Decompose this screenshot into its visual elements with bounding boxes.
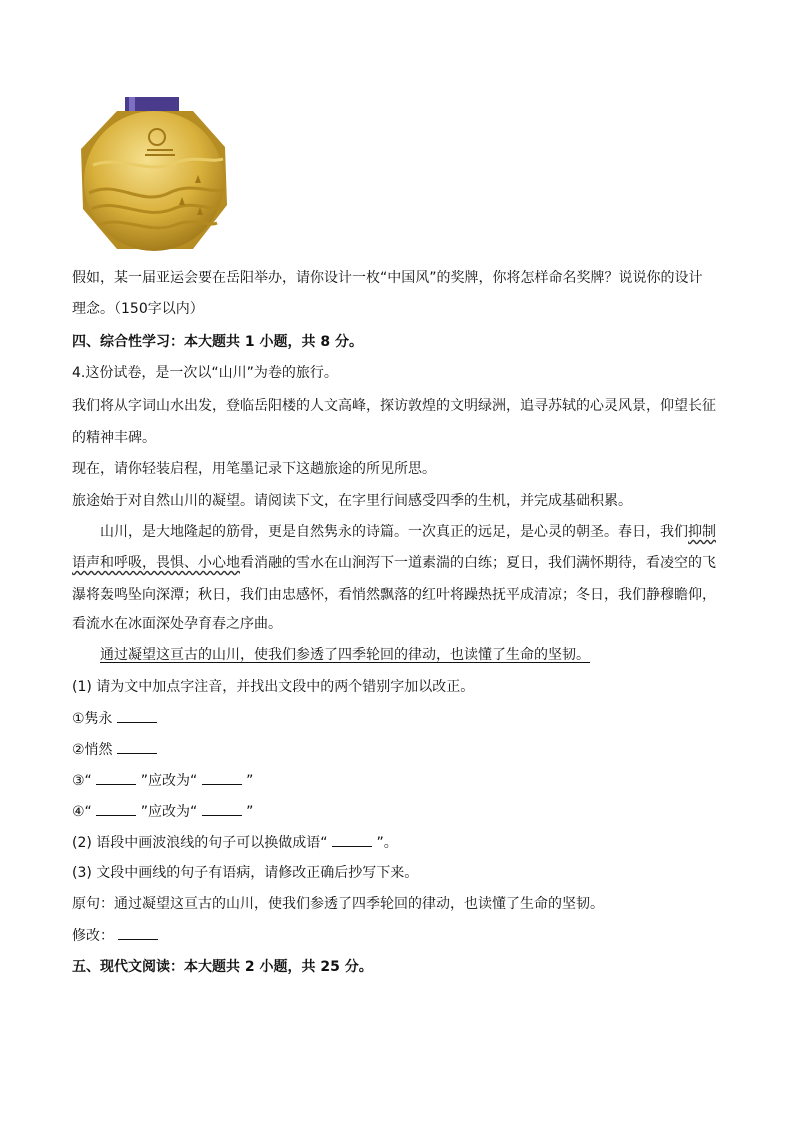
subquestion1: (1) 请为文中加点字注音，并找出文段中的两个错别字加以改正。	[72, 679, 475, 695]
passage-text: 山川，是大地隆起的筋骨，更是自然隽永的诗篇。一次真正的远足，是心灵的朝圣。春日，我们	[100, 524, 688, 540]
subquestion3: (3) 文段中画线的句子有语病，请修改正确后抄写下来。	[72, 865, 419, 881]
answer-blank[interactable]	[332, 832, 372, 847]
subquestion2-text-end: ”。	[376, 835, 398, 851]
answer-blank[interactable]	[117, 739, 157, 754]
answer-blank[interactable]	[202, 801, 242, 816]
question4-paragraph2: 现在，请你轻装启程，用笔墨记录下这趟旅途的所见所思。	[72, 461, 436, 477]
revision-label: 修改：	[72, 928, 114, 944]
passage-line2	[72, 553, 722, 573]
passage-line3: 瀑将轰鸣坠向深潭；秋日，我们由忠感怀，看悄然飘落的红叶将躁热抚平成清凉；冬日，我们静穆瞻仰，	[72, 587, 716, 603]
section4-heading: 四、综合性学习：本大题共 1 小题，共 8 分。	[72, 334, 363, 350]
answer-item3	[72, 770, 722, 791]
item-text: ”	[246, 804, 254, 820]
passage-underlined-sentence	[100, 645, 722, 665]
underlined-sentence: 通过凝望这亘古的山川，使我们参透了四季轮回的律动，也读懂了生命的坚韧。	[100, 647, 590, 663]
answer-blank[interactable]	[117, 708, 157, 723]
item-label: ④“	[72, 804, 92, 820]
answer-item1	[72, 708, 722, 729]
item-label: ②悄然	[72, 742, 113, 758]
item-text: ”应改为“	[140, 804, 198, 820]
item-text: ”应改为“	[140, 773, 198, 789]
question4-paragraph1-line1: 我们将从字词山水出发，登临岳阳楼的人文高峰，探访敦煌的文明绿洲，追寻苏轼的心灵风景，仰望长征	[72, 398, 716, 414]
question4-paragraph3: 旅途始于对自然山川的凝望。请阅读下文，在字里行间感受四季的生机，并完成基础积累。	[72, 493, 632, 509]
passage-line4: 看流水在冰面深处孕育春之序曲。	[72, 616, 282, 632]
wavy-underlined-phrase: 语声和呼吸，畏惧、小心地	[72, 555, 240, 571]
answer-item4	[72, 801, 722, 822]
passage-line1	[100, 522, 722, 542]
item-label: ③“	[72, 773, 92, 789]
medal-image	[77, 97, 231, 255]
wavy-underlined-phrase: 抑制	[688, 524, 716, 540]
answer-blank[interactable]	[96, 801, 136, 816]
question4-intro: 4.这份试卷，是一次以“山川”为卷的旅行。	[72, 365, 338, 381]
revision-line	[72, 925, 722, 946]
subquestion2	[72, 832, 722, 853]
item-text: ”	[246, 773, 254, 789]
section5-heading: 五、现代文阅读：本大题共 2 小题，共 25 分。	[72, 959, 373, 975]
question3-prompt-line1: 假如，某一届亚运会要在岳阳举办，请你设计一枚“中国风”的奖牌，你将怎样命名奖牌？说说你的设计	[72, 270, 703, 286]
answer-blank[interactable]	[118, 925, 158, 940]
answer-blank[interactable]	[202, 770, 242, 785]
answer-blank[interactable]	[96, 770, 136, 785]
subquestion2-text: (2) 语段中画波浪线的句子可以换做成语“	[72, 835, 328, 851]
original-sentence: 原句：通过凝望这亘古的山川，使我们参透了四季轮回的律动，也读懂了生命的坚韧。	[72, 896, 604, 912]
answer-item2	[72, 739, 722, 760]
item-label: ①隽永	[72, 711, 113, 727]
question4-paragraph1-line2: 的精神丰碑。	[72, 430, 156, 446]
passage-text: 看消融的雪水在山涧泻下一道素湍的白练；夏日，我们满怀期待，看凌空的飞	[240, 555, 716, 571]
question3-prompt-line2: 理念。（150字以内）	[72, 301, 204, 317]
